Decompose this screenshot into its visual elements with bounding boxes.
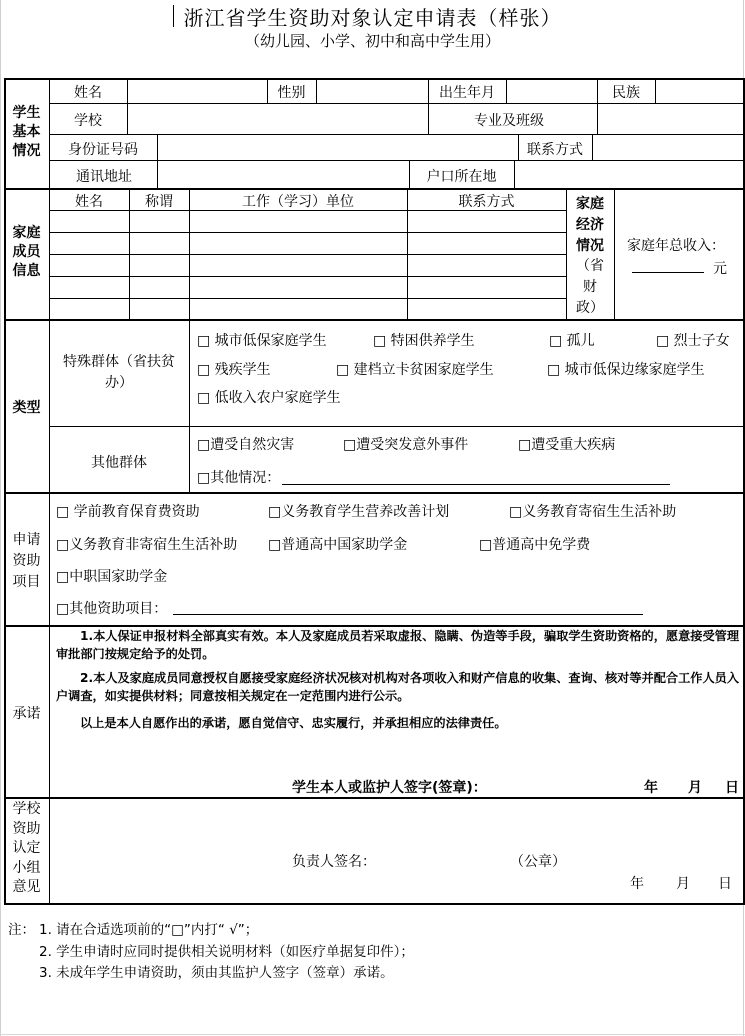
field-other-situation[interactable] xyxy=(282,484,670,485)
option-highschool-grant[interactable]: □普通高中国家助学金 xyxy=(268,537,408,553)
opinion-month: 月 xyxy=(676,876,690,892)
option-boarding-subsidy[interactable]: □义务教育寄宿生生活补助 xyxy=(509,504,677,520)
option-nonboarding-subsidy[interactable]: □义务教育非寄宿生生活补助 xyxy=(56,537,238,553)
option-urban-dibao[interactable]: □ 城市低保家庭学生 xyxy=(197,333,327,349)
family-col-name: 姓名 xyxy=(75,194,103,210)
field-address[interactable] xyxy=(158,162,408,187)
option-tekun[interactable]: □ 特困供养学生 xyxy=(373,333,475,349)
label-signature: 学生本人或监护人签字(签章)： xyxy=(292,780,487,796)
label-official-seal: （公章） xyxy=(510,854,566,870)
family-economic-label: 家庭 经济 情况 xyxy=(576,196,604,254)
option-other-situation[interactable]: □其他情况： xyxy=(197,470,281,486)
option-low-income-rural[interactable]: □ 低收入农户家庭学生 xyxy=(197,390,341,406)
page-edge-left xyxy=(0,0,1,1036)
note-1: 1. 请在合适选项前的“□”内打“ √”； xyxy=(39,922,259,938)
note-3: 3. 未成年学生申请资助，须由其监护人签字（签章）承诺。 xyxy=(39,965,394,981)
label-contact: 联系方式 xyxy=(527,142,583,158)
section-basic-info: 学生 基本 情况 xyxy=(12,105,41,159)
field-birth-date[interactable] xyxy=(507,80,596,102)
label-address: 通讯地址 xyxy=(76,169,132,185)
family-member-rows[interactable] xyxy=(50,211,566,318)
option-martyr-child[interactable]: □ 烈士子女 xyxy=(656,333,730,349)
field-school[interactable] xyxy=(128,105,427,133)
field-family-income[interactable] xyxy=(632,272,704,273)
promise-paragraph-1: 1.本人保证申报材料全部真实有效。本人及家庭成员若采取虚报、隐瞒、伪造等手段，骗取学生资助资格的，愿意接受管理审批部门按规定给予的处罚。 xyxy=(56,629,740,661)
option-highschool-tuition-free[interactable]: □普通高中免学费 xyxy=(479,537,591,553)
label-leader-signature: 负责人签名： xyxy=(292,854,376,870)
family-col-contact: 联系方式 xyxy=(458,194,515,210)
option-dibao-edge[interactable]: □ 城市低保边缘家庭学生 xyxy=(547,362,705,378)
field-ethnicity[interactable] xyxy=(656,80,742,102)
field-name[interactable] xyxy=(127,80,266,102)
label-major-class: 专业及班级 xyxy=(474,113,544,129)
option-orphan[interactable]: □ 孤儿 xyxy=(549,333,595,349)
section-school-opinion: 学校 资助 认定 小组 意见 xyxy=(12,801,41,895)
family-col-relation: 称谓 xyxy=(145,194,173,210)
promise-paragraph-3: 以上是本人自愿作出的承诺，愿自觉信守、忠实履行，并承担相应的法律责任。 xyxy=(80,716,507,730)
option-poverty-file[interactable]: □ 建档立卡贫困家庭学生 xyxy=(336,362,494,378)
option-serious-illness[interactable]: □遭受重大疾病 xyxy=(518,437,616,453)
option-preschool-fee[interactable]: □ 学前教育保育费资助 xyxy=(56,504,200,520)
promise-paragraph-2: 2.本人及家庭成员同意授权自愿接受家庭经济状况核对机构对各项收入和财产信息的收集、查询、核对等并配合工作人员入户调查，如实提供材料；同意按相关规定在一定范围内进行公示。 xyxy=(56,671,740,703)
section-projects: 申请 资助 项目 xyxy=(12,532,41,590)
field-major-class[interactable] xyxy=(598,105,742,133)
page-edge-bottom xyxy=(0,1034,745,1035)
option-nutrition-plan[interactable]: □义务教育学生营养改善计划 xyxy=(268,504,450,520)
option-disabled[interactable]: □ 残疾学生 xyxy=(197,362,271,378)
label-school: 学校 xyxy=(74,113,102,129)
opinion-day: 日 xyxy=(718,876,732,892)
label-birth-date: 出生年月 xyxy=(439,85,495,101)
promise-year: 年 xyxy=(644,780,658,796)
option-other-project[interactable]: □其他资助项目： xyxy=(56,601,168,617)
page-title: 浙江省学生资助对象认定申请表（样张） xyxy=(183,6,562,30)
note-2: 2. 学生申请时应同时提供相关说明材料（如医疗单据复印件）； xyxy=(39,944,414,960)
label-special-group: 特殊群体（省扶贫 办） xyxy=(63,354,175,391)
option-natural-disaster[interactable]: □遭受自然灾害 xyxy=(197,437,295,453)
family-col-work-unit: 工作（学习）单位 xyxy=(242,194,354,210)
option-accident[interactable]: □遭受突发意外事件 xyxy=(343,437,469,453)
section-promise: 承诺 xyxy=(12,706,41,722)
label-ethnicity: 民族 xyxy=(612,85,640,101)
label-hukou: 户口所在地 xyxy=(426,169,497,185)
promise-day: 日 xyxy=(725,780,739,796)
promise-month: 月 xyxy=(688,780,702,796)
option-vocational-grant[interactable]: □中职国家助学金 xyxy=(56,569,168,585)
field-id-number[interactable] xyxy=(158,136,517,159)
field-hukou[interactable] xyxy=(515,162,742,187)
label-family-income: 家庭年总收入： xyxy=(627,238,725,254)
label-name: 姓名 xyxy=(74,85,102,101)
page-subtitle: （幼儿园、小学、初中和高中学生用） xyxy=(244,32,500,50)
family-economic-sub: （省 财 政） xyxy=(576,258,604,316)
notes-prefix: 注： xyxy=(8,922,35,938)
field-other-project[interactable] xyxy=(173,614,643,615)
field-gender[interactable] xyxy=(317,80,427,102)
section-type: 类型 xyxy=(12,400,41,416)
opinion-year: 年 xyxy=(630,876,644,892)
label-other-group: 其他群体 xyxy=(91,455,147,471)
section-family-info: 家庭 成员 信息 xyxy=(12,225,41,279)
label-id-number: 身份证号码 xyxy=(68,142,138,158)
label-income-unit: 元 xyxy=(713,261,727,277)
field-contact[interactable] xyxy=(593,136,742,159)
label-gender: 性别 xyxy=(277,85,306,101)
